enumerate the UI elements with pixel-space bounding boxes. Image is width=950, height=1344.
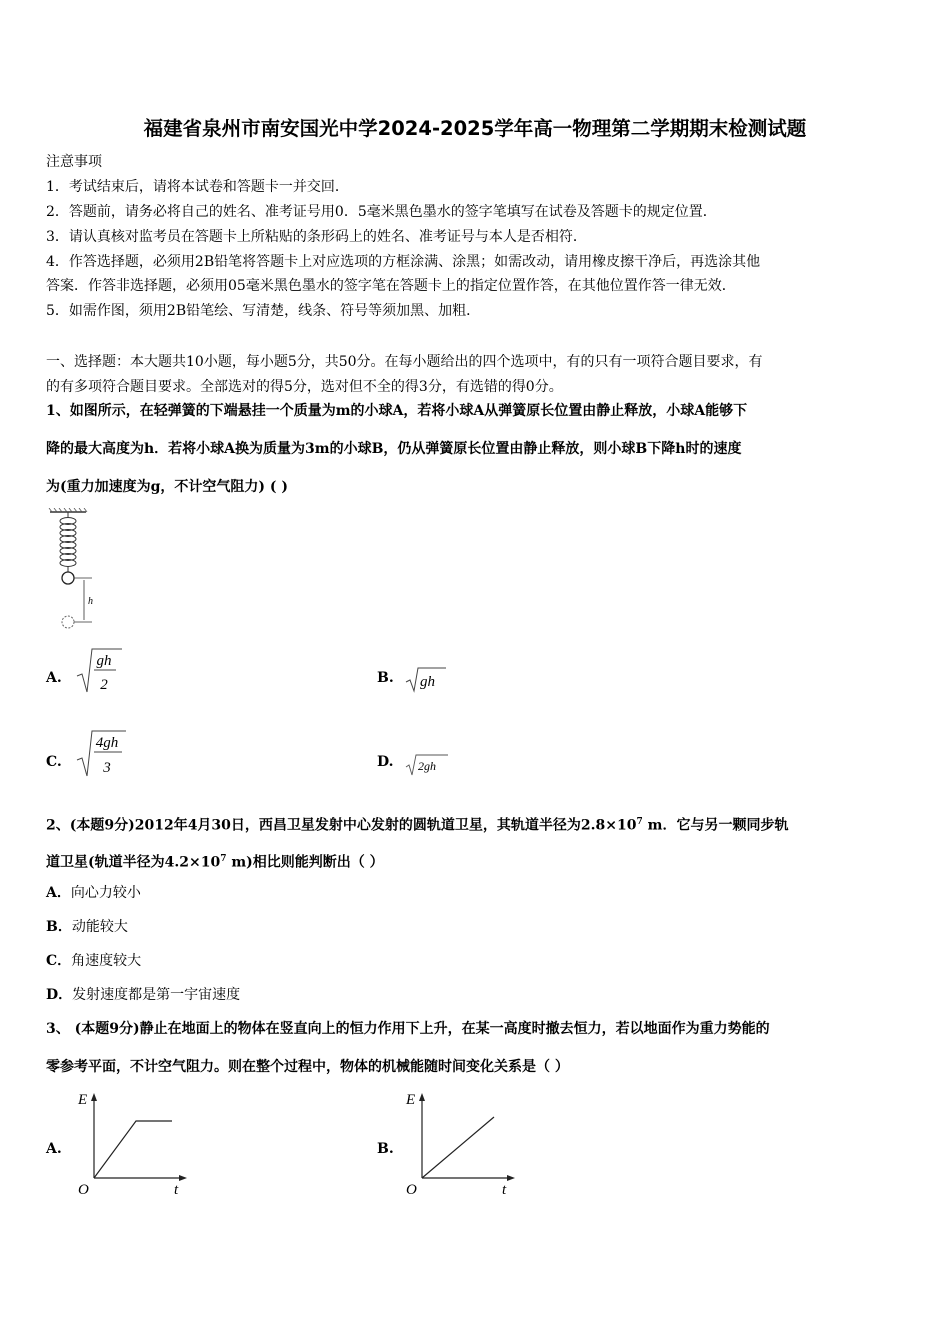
sqrt-expression: [404, 666, 454, 696]
sqrt-fraction: [74, 728, 130, 780]
question-3-text: 零参考平面，不计空气阻力。则在整个过程中，物体的机械能随时间变化关系是（ ）: [46, 1059, 569, 1075]
page-title: 福建省泉州市南安国光中学2024-2025学年高一物理第二学期期末检测试题: [143, 117, 807, 140]
question-1-text: 降的最大高度为h．若将小球A换为质量为3m的小球B，仍从弹簧原长位置由静止释放，则小球B下降h时的速度: [46, 441, 742, 457]
origin-label: O: [78, 1182, 89, 1198]
x-axis-label: t: [174, 1182, 179, 1198]
numerator: gh: [96, 653, 112, 669]
note-item: 4．作答选择题，必须用2B铅笔将答题卡上对应选项的方框涂满、涂黑；如需改动，请用橡皮擦干净后，再选涂其他: [46, 254, 761, 270]
denominator: 3: [103, 760, 111, 776]
y-axis-label: E: [78, 1092, 88, 1108]
option-label: A.: [46, 670, 62, 686]
question-3-text: 3、 (本题9分)静止在地面上的物体在竖直向上的恒力作用下上升，在某一高度时撤去恒力，若以地面作为重力势能的: [46, 1021, 770, 1037]
option-label: D.: [377, 754, 394, 770]
question-2-text: 道卫星(轨道半径为$4.2\times 10^7$ m)相比则能判断出（ ）: [46, 854, 384, 871]
option-label: B.: [377, 1141, 394, 1157]
option-b: B．动能较大: [46, 919, 128, 935]
x-axis-label: t: [502, 1182, 507, 1198]
option-d: D．发射速度都是第一宇宙速度: [46, 987, 241, 1003]
sqrt-expression: [404, 753, 454, 779]
option-a: A．向心力较小: [46, 885, 141, 901]
height-label: h: [88, 596, 93, 607]
section-instructions: 的有多项符合题目要求。全部选对的得5分，选对但不全的得3分，有选错的得0分。: [46, 379, 563, 395]
option-label: B.: [377, 670, 394, 686]
note-item: 答案．作答非选择题，必须用05毫米黑色墨水的签字笔在答题卡上的指定位置作答，在其他位置作答一律无效．: [46, 278, 736, 294]
question-1-text: 1、如图所示，在轻弹簧的下端悬挂一个质量为m的小球A，若将小球A从弹簧原长位置由静止释放，小球A能够下: [46, 403, 748, 419]
section-instructions: 一、选择题：本大题共10小题，每小题5分，共50分。在每小题给出的四个选项中，有的只有一项符合题目要求，有: [46, 354, 763, 370]
radicand: 2gh: [418, 759, 436, 773]
energy-time-graph-a: [74, 1090, 194, 1200]
note-item: 1．考试结束后，请将本试卷和答题卡一并交回．: [46, 179, 349, 195]
denominator: 2: [100, 677, 108, 693]
y-axis-label: E: [406, 1092, 416, 1108]
origin-label: O: [406, 1182, 417, 1198]
note-item: 5．如需作图，须用2B铅笔绘、写清楚，线条、符号等须加黑、加粗．: [46, 303, 481, 319]
radicand: gh: [420, 674, 435, 690]
option-label: A.: [46, 1141, 62, 1157]
numerator: 4gh: [95, 735, 119, 751]
notes-heading: 注意事项: [46, 154, 102, 170]
spring-figure: [44, 508, 114, 632]
question-2-text: 2、(本题9分)2012年4月30日，西昌卫星发射中心发射的圆轨道卫星，其轨道半径为$2.8\times 10^7$ m．它与另一颗同步轨: [46, 817, 789, 834]
option-c: C．角速度较大: [46, 953, 142, 969]
question-1-text: 为(重力加速度为g，不计空气阻力) ( ): [46, 479, 289, 495]
note-item: 3．请认真核对监考员在答题卡上所粘贴的条形码上的姓名、准考证号与本人是否相符．: [46, 229, 587, 245]
note-item: 2．答题前，请务必将自己的姓名、准考证号用0．5毫米黑色墨水的签字笔填写在试卷及答题卡的规定位置．: [46, 204, 717, 220]
option-label: C.: [46, 754, 62, 770]
energy-time-graph-b: [402, 1090, 522, 1200]
sqrt-fraction: [74, 646, 124, 696]
